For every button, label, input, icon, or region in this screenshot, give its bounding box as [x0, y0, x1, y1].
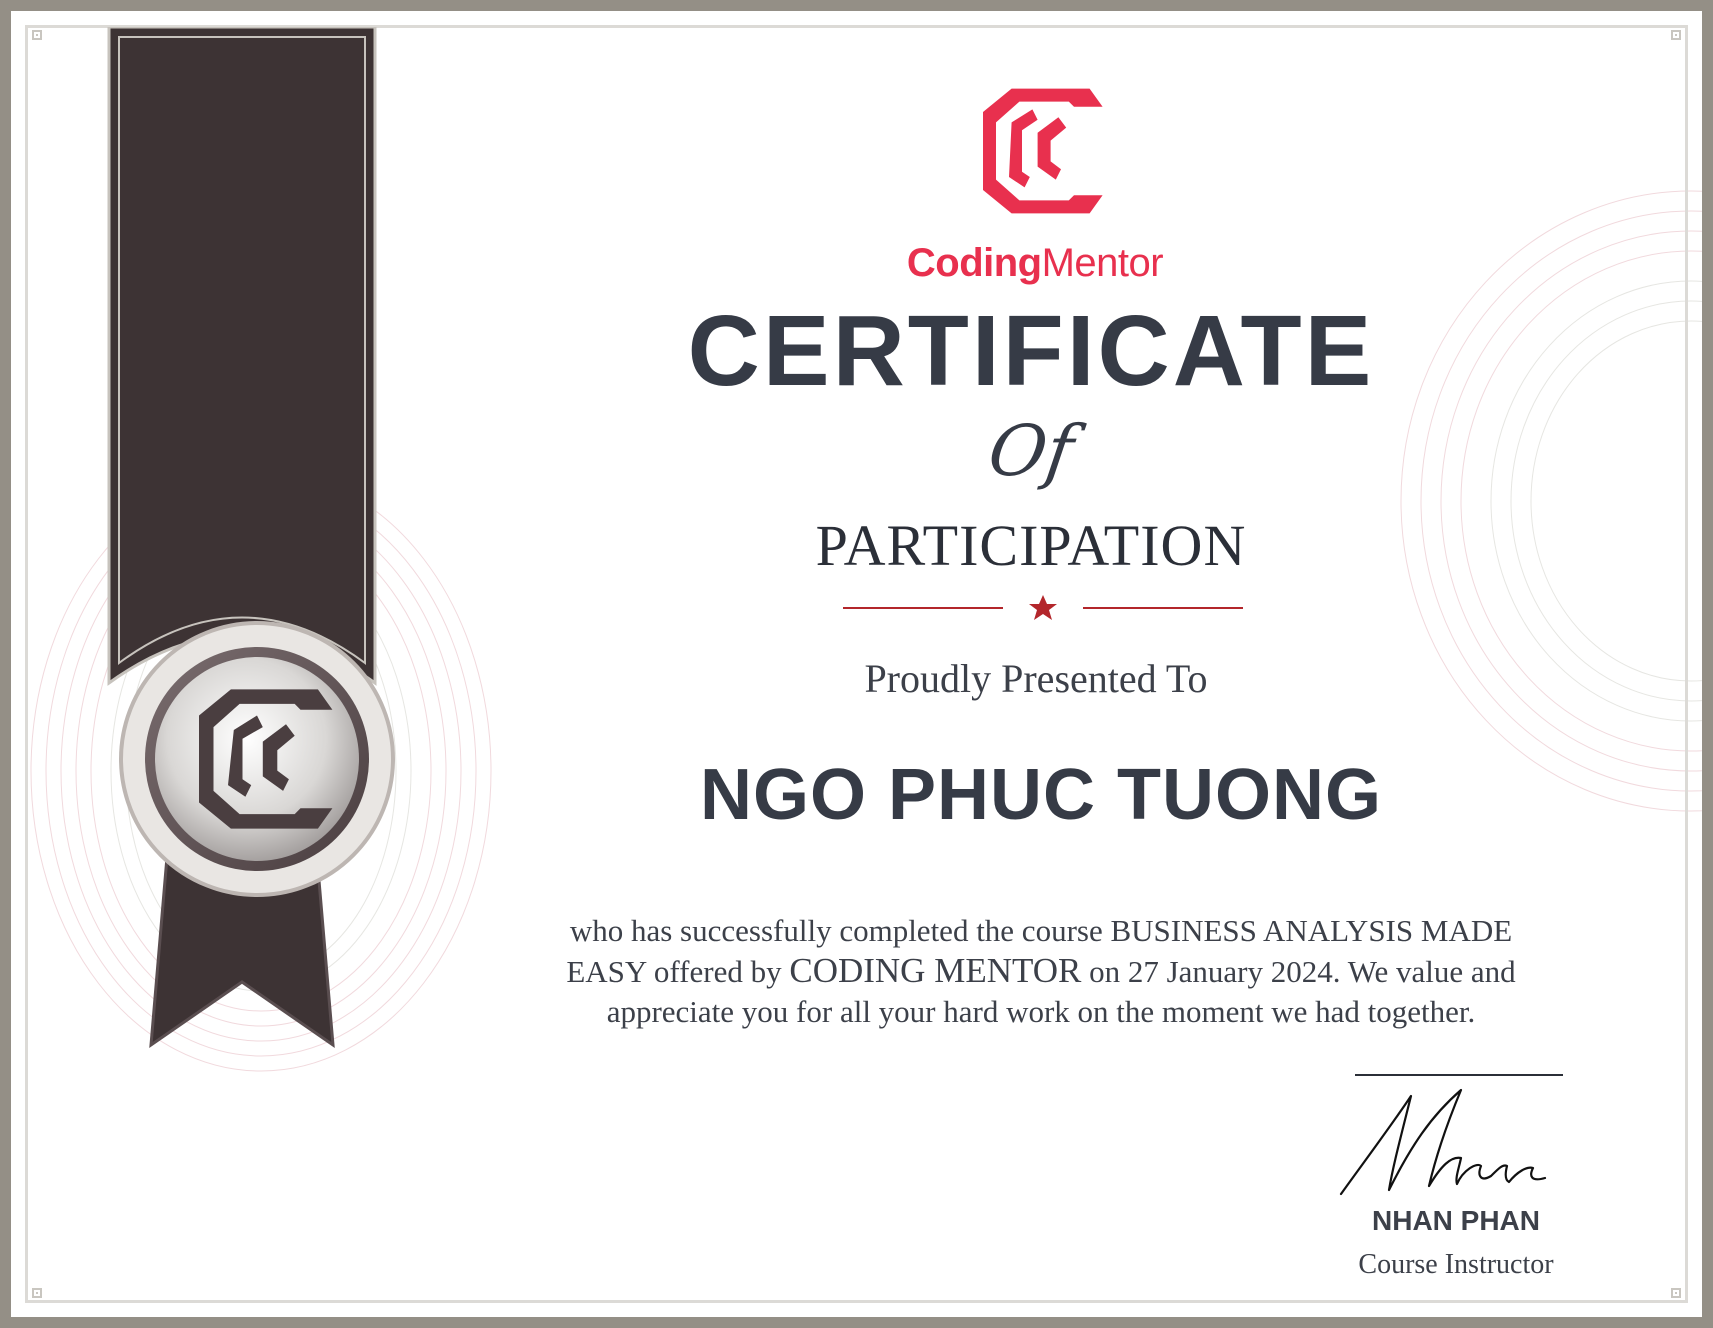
instructor-name: NHAN PHAN: [1372, 1205, 1540, 1236]
description-part-1: who has successfully completed the course BUSINESS ANALYSIS MADE EASY offered by: [566, 913, 1513, 989]
coding-mentor-logo-icon: [955, 81, 1115, 221]
brand-wordmark: [745, 241, 1325, 286]
star-icon: [1029, 595, 1057, 620]
certificate-description: [541, 911, 1541, 1032]
certificate-subtitle: PARTICIPATION: [815, 513, 1247, 578]
title-divider: [843, 593, 1243, 623]
description-part-2: on 27 January 2024. We value and appreciate you for all your hard work on the moment we had together.: [606, 954, 1516, 1029]
brand-name-light: Mentor: [1041, 241, 1164, 285]
frame-corner-top-right: [1671, 30, 1681, 40]
certificate-of: Of: [983, 410, 1079, 492]
guilloche-pattern-right: [1391, 171, 1702, 831]
instructor-role: Course Instructor: [1358, 1249, 1554, 1280]
presented-to-label: Proudly Presented To: [864, 656, 1208, 701]
certificate-paper: [11, 11, 1702, 1317]
instructor-signature: [1331, 1086, 1571, 1206]
description-provider: CODING MENTOR: [789, 951, 1082, 990]
award-ribbon: [107, 27, 403, 1057]
brand-name-bold: Coding: [906, 241, 1042, 285]
frame-corner-bottom-right: [1671, 1288, 1681, 1298]
certificate-title: CERTIFICATE: [687, 295, 1375, 407]
recipient-name: NGO PHUC TUONG: [699, 755, 1382, 835]
frame-corner-bottom-left: [32, 1288, 42, 1298]
frame-corner-top-left: [32, 30, 42, 40]
signature-line: [1355, 1074, 1563, 1076]
